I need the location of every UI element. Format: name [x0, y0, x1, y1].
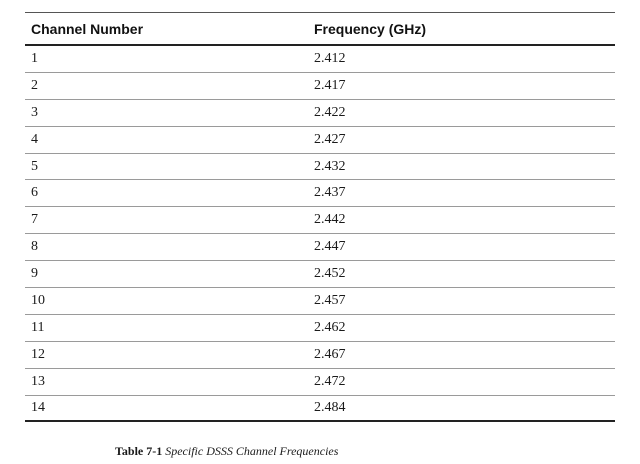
table-row	[25, 396, 615, 423]
caption-label: Table 7-1	[115, 444, 163, 458]
caption-text: Specific DSSS Channel Frequencies	[165, 444, 339, 458]
column-header-channel-number: Channel Number	[31, 20, 144, 37]
channel-number-cell: 8	[31, 239, 38, 255]
frequency-cell: 2.442	[314, 212, 346, 228]
channel-number-cell: 6	[31, 185, 38, 201]
frequency-cell: 2.472	[314, 373, 346, 389]
channel-number-cell: 3	[31, 104, 38, 120]
frequency-cell: 2.467	[314, 346, 346, 362]
channel-number-cell: 2	[31, 77, 38, 93]
table-row	[25, 261, 615, 288]
frequency-cell: 2.427	[314, 131, 346, 147]
table-row	[25, 288, 615, 315]
channel-frequency-table	[25, 12, 615, 422]
channel-number-cell: 11	[31, 319, 45, 335]
table-row	[25, 207, 615, 234]
channel-number-cell: 9	[31, 266, 38, 282]
frequency-cell: 2.437	[314, 185, 346, 201]
channel-number-cell: 1	[31, 50, 38, 66]
frequency-cell: 2.432	[314, 158, 346, 174]
table-row	[25, 234, 615, 261]
channel-number-cell: 13	[31, 373, 45, 389]
table-row	[25, 342, 615, 369]
table-row	[25, 73, 615, 100]
frequency-cell: 2.447	[314, 239, 346, 255]
table-row	[25, 154, 615, 181]
frequency-cell: 2.457	[314, 292, 346, 308]
channel-number-cell: 14	[31, 400, 45, 416]
channel-number-cell: 4	[31, 131, 38, 147]
frequency-cell: 2.452	[314, 266, 346, 282]
table-row	[25, 180, 615, 207]
frequency-cell: 2.462	[314, 319, 346, 335]
frequency-cell: 2.417	[314, 77, 346, 93]
channel-number-cell: 10	[31, 292, 45, 308]
channel-number-cell: 5	[31, 158, 38, 174]
column-header-frequency: Frequency (GHz)	[314, 20, 427, 37]
frequency-cell: 2.422	[314, 104, 346, 120]
table-row	[25, 100, 615, 127]
table-row	[25, 46, 615, 73]
table-body	[25, 46, 615, 422]
table-caption	[115, 444, 338, 459]
table-row	[25, 315, 615, 342]
table-header-row	[25, 13, 615, 46]
channel-number-cell: 7	[31, 212, 38, 228]
table-row	[25, 369, 615, 396]
frequency-cell: 2.484	[314, 400, 346, 416]
table-row	[25, 127, 615, 154]
channel-number-cell: 12	[31, 346, 45, 362]
frequency-cell: 2.412	[314, 50, 346, 66]
